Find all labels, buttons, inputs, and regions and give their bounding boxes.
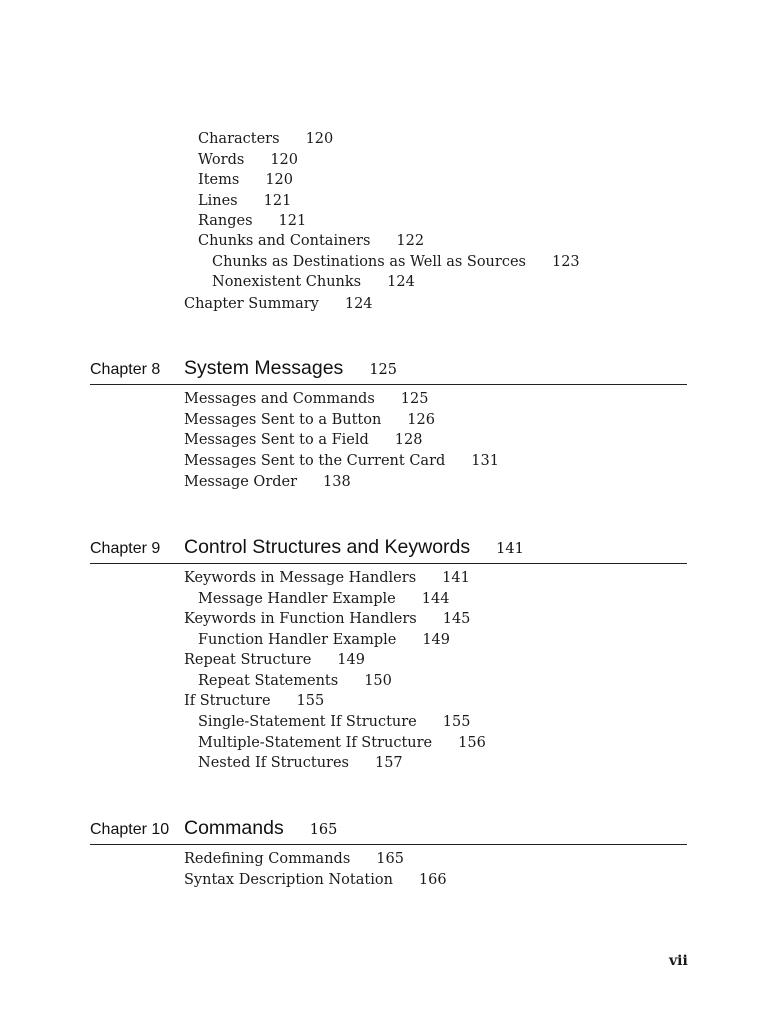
toc-entry-title: Ranges bbox=[198, 213, 253, 229]
toc-entry bbox=[184, 295, 373, 313]
toc-entry-title: Multiple-Statement If Structure bbox=[198, 735, 433, 751]
toc-entry bbox=[212, 273, 415, 291]
toc-entry-page: 149 bbox=[422, 632, 451, 648]
toc-entry-page: 121 bbox=[263, 193, 292, 209]
chapter-heading bbox=[184, 535, 524, 561]
toc-entry-page: 144 bbox=[421, 591, 450, 607]
toc-entry bbox=[184, 452, 499, 470]
toc-entry-page: 150 bbox=[364, 673, 392, 689]
toc-entry-title: Words bbox=[198, 152, 245, 168]
toc-entry-page: 120 bbox=[305, 131, 334, 147]
toc-entry-page: 166 bbox=[418, 872, 447, 888]
toc-entry bbox=[198, 631, 450, 649]
toc-entry-page: 149 bbox=[337, 652, 365, 668]
toc-entry bbox=[198, 192, 291, 210]
toc-entry-title: Chunks and Containers bbox=[198, 233, 371, 249]
chapter-rule bbox=[90, 844, 687, 845]
toc-entry-page: 126 bbox=[407, 412, 435, 428]
toc-entry-page: 123 bbox=[551, 254, 580, 270]
toc-entry-title: Keywords in Function Handlers bbox=[184, 611, 417, 627]
toc-entry-page: 157 bbox=[374, 755, 403, 771]
toc-entry bbox=[198, 672, 392, 690]
toc-entry-page: 128 bbox=[394, 432, 423, 448]
toc-entry-title: Messages Sent to the Current Card bbox=[184, 453, 446, 469]
toc-entry-title: If Structure bbox=[184, 693, 271, 709]
toc-entry bbox=[184, 692, 324, 710]
toc-entry-page: 165 bbox=[376, 851, 404, 867]
toc-entry-title: Items bbox=[198, 172, 240, 188]
chapter-title: System Messages bbox=[184, 357, 344, 379]
toc-entry-page: 120 bbox=[270, 152, 298, 168]
toc-entry bbox=[184, 871, 447, 889]
toc-entry-title: Lines bbox=[198, 193, 238, 209]
toc-entry bbox=[184, 610, 470, 628]
toc-entry-page: 155 bbox=[442, 714, 471, 730]
chapter-label: Chapter 8 bbox=[90, 361, 161, 378]
toc-entry-page: 156 bbox=[458, 735, 486, 751]
toc-entry-page: 121 bbox=[278, 213, 307, 229]
toc-entry bbox=[212, 253, 580, 271]
toc-entry bbox=[198, 151, 298, 169]
toc-entry-title: Message Order bbox=[184, 474, 298, 490]
toc-entry-page: 131 bbox=[471, 453, 499, 469]
toc-entry-page: 141 bbox=[442, 570, 470, 586]
toc-entry-title: Characters bbox=[198, 131, 280, 147]
toc-entry-title: Nested If Structures bbox=[198, 755, 349, 771]
toc-entry bbox=[198, 590, 449, 608]
toc-entry bbox=[198, 171, 293, 189]
toc-entry-title: Messages Sent to a Field bbox=[184, 432, 369, 448]
toc-entry-title: Keywords in Message Handlers bbox=[184, 570, 417, 586]
chapter-page: 125 bbox=[369, 362, 397, 378]
toc-entry bbox=[184, 569, 470, 587]
toc-entry-title: Nonexistent Chunks bbox=[212, 274, 362, 290]
chapter-page: 141 bbox=[496, 541, 524, 557]
toc-entry-title: Message Handler Example bbox=[198, 591, 396, 607]
chapter-label: Chapter 9 bbox=[90, 540, 161, 557]
toc-entry bbox=[184, 411, 435, 429]
toc-entry-page: 125 bbox=[400, 391, 429, 407]
toc-entry bbox=[184, 431, 422, 449]
toc-entry-title: Redefining Commands bbox=[184, 851, 351, 867]
chapter-rule bbox=[90, 384, 687, 385]
chapter-page: 165 bbox=[309, 822, 338, 838]
toc-entry-page: 155 bbox=[296, 693, 325, 709]
toc-entry bbox=[198, 212, 306, 230]
toc-entry bbox=[184, 390, 428, 408]
toc-entry-page: 138 bbox=[323, 474, 351, 490]
toc-entry-title: Function Handler Example bbox=[198, 632, 397, 648]
toc-entry-page: 145 bbox=[442, 611, 471, 627]
toc-entry-title: Repeat Structure bbox=[184, 652, 312, 668]
chapter-heading bbox=[184, 816, 337, 842]
toc-entry bbox=[198, 713, 470, 731]
toc-entry bbox=[198, 130, 333, 148]
toc-entry bbox=[184, 473, 351, 491]
chapter-title: Control Structures and Keywords bbox=[184, 536, 471, 558]
chapter-rule bbox=[90, 563, 687, 564]
toc-entry-title: Chunks as Destinations as Well as Sources bbox=[212, 254, 526, 270]
toc-entry bbox=[198, 734, 486, 752]
toc-entry-title: Single-Statement If Structure bbox=[198, 714, 417, 730]
chapter-title: Commands bbox=[184, 817, 284, 839]
chapter-heading bbox=[184, 356, 397, 382]
toc-entry bbox=[184, 651, 365, 669]
toc-entry bbox=[198, 754, 403, 772]
toc-entry bbox=[184, 850, 404, 868]
chapter-label: Chapter 10 bbox=[90, 821, 170, 838]
toc-entry-page: 124 bbox=[344, 296, 373, 312]
toc-entry-page: 120 bbox=[265, 172, 294, 188]
toc-entry-title: Repeat Statements bbox=[198, 673, 339, 689]
page-number: vii bbox=[669, 953, 688, 969]
toc-entry-title: Syntax Description Notation bbox=[184, 872, 393, 888]
toc-entry-page: 122 bbox=[396, 233, 425, 249]
toc-entry bbox=[198, 232, 424, 250]
toc-entry-title: Chapter Summary bbox=[184, 296, 319, 312]
toc-entry-title: Messages Sent to a Button bbox=[184, 412, 382, 428]
toc-entry-page: 124 bbox=[387, 274, 415, 290]
toc-entry-title: Messages and Commands bbox=[184, 391, 375, 407]
